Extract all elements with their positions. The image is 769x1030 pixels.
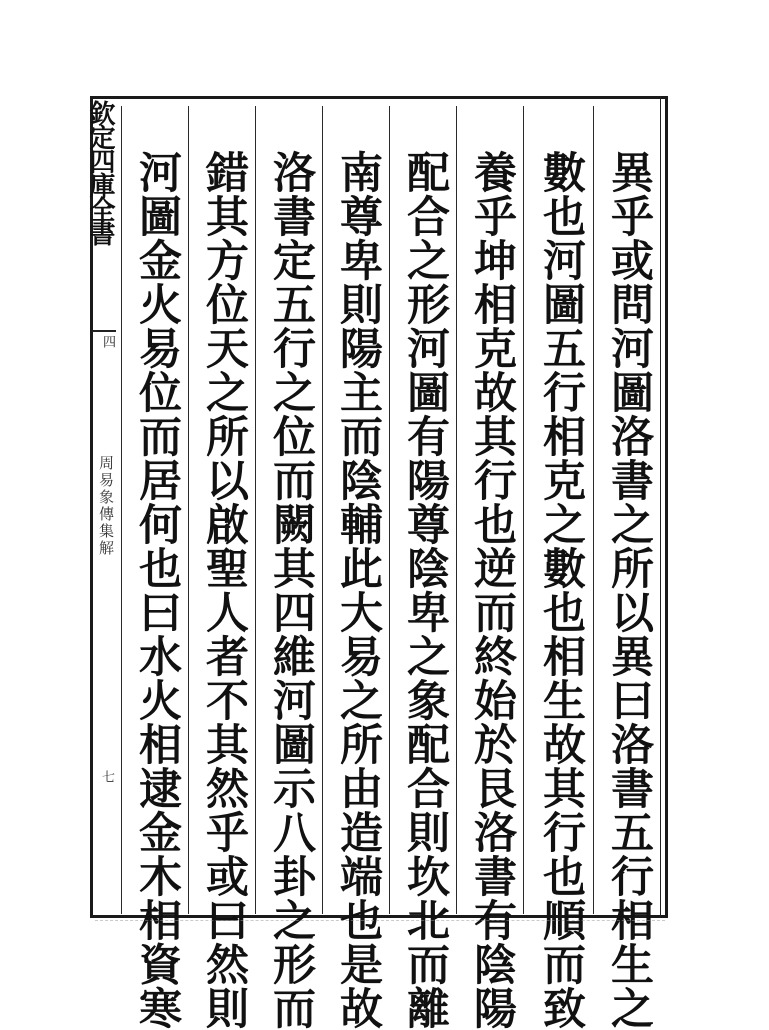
margin-divider: [92, 330, 116, 332]
book-title: 周易象傳集解: [97, 455, 115, 557]
text-column-1: 異乎或問河圖洛書之所以異曰洛書五行相生之: [604, 150, 654, 1030]
page-number: 七: [99, 770, 114, 783]
column-rule: [255, 106, 256, 914]
text-column-7: 錯其方位天之所以啟聖人者不其然乎或曰然則: [199, 150, 249, 1030]
text-column-5: 南尊卑則陽主而陰輔此大易之所由造端也是故: [333, 150, 383, 1030]
text-column-3: 養乎坤相克故其行也逆而終始於艮洛書有陰陽: [467, 150, 517, 1030]
column-rule: [456, 106, 457, 914]
collection-title: 欽定四庫全書: [85, 100, 115, 244]
column-rule: [121, 106, 122, 914]
text-column-6: 洛書定五行之位而闕其四維河圖示八卦之形而: [266, 150, 316, 1030]
text-column-2: 數也河圖五行相克之數也相生故其行也順而致: [536, 150, 586, 1030]
column-rule: [593, 106, 594, 914]
column-rule: [523, 106, 524, 914]
column-rule: [389, 106, 390, 914]
frame-inner-line: [660, 96, 665, 918]
column-rule: [322, 106, 323, 914]
scan-edge: [95, 920, 665, 935]
text-column-4: 配合之形河圖有陽尊陰卑之象配合則坎北而離: [400, 150, 450, 1030]
volume-marker: 四: [100, 335, 115, 348]
column-rule: [188, 106, 189, 914]
text-column-8: 河圖金火易位而居何也曰水火相逮金木相資寒: [132, 150, 182, 1030]
